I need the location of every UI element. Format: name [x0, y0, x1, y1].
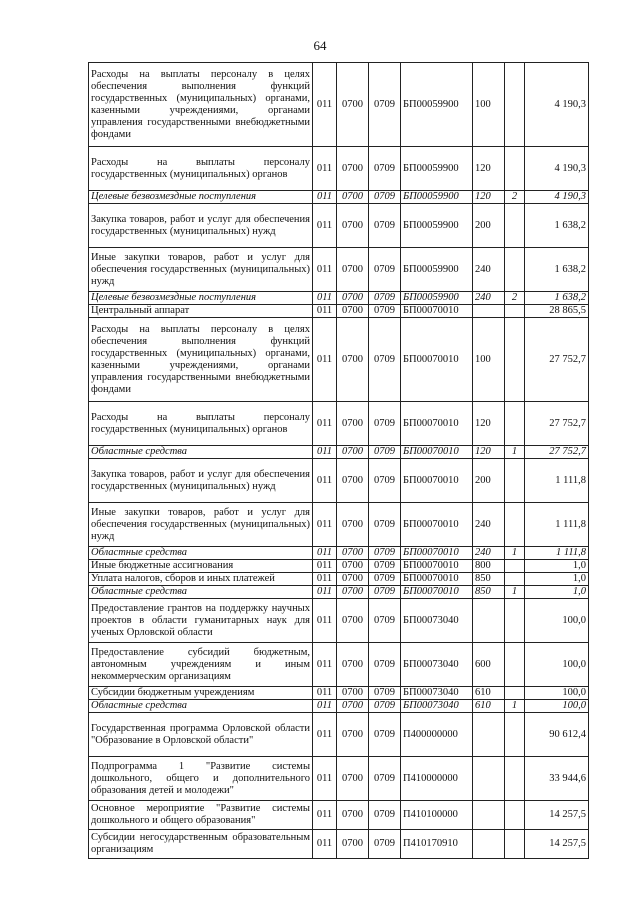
- amount-cell: 100,0: [525, 700, 589, 713]
- target-item-cell: БП00070010: [401, 573, 473, 586]
- expense-type-cell: 610: [473, 687, 505, 700]
- row-name-cell: Расходы на выплаты персоналу государственных (муниципальных) органов: [89, 402, 313, 446]
- section-cell: 0700: [337, 292, 369, 305]
- expense-type-cell: [473, 801, 505, 830]
- expense-type-cell: 120: [473, 147, 505, 191]
- subsection-cell: 0709: [369, 547, 401, 560]
- section-cell: 0700: [337, 147, 369, 191]
- subsection-cell: 0709: [369, 713, 401, 757]
- funding-source-cell: [505, 503, 525, 547]
- table-row: [89, 248, 589, 292]
- table-row: [89, 318, 589, 402]
- amount-cell: 27 752,7: [525, 446, 589, 459]
- amount-cell: 100,0: [525, 599, 589, 643]
- table-row: [89, 191, 589, 204]
- table-row: [89, 687, 589, 700]
- expense-type-cell: 200: [473, 459, 505, 503]
- target-item-cell: БП00073040: [401, 700, 473, 713]
- row-name-cell: Областные средства: [89, 446, 313, 459]
- row-name-cell: Иные закупки товаров, работ и услуг для обеспечения государственных (муниципальных) нужд: [89, 248, 313, 292]
- grbs-cell: 011: [313, 446, 337, 459]
- amount-cell: 27 752,7: [525, 402, 589, 446]
- target-item-cell: БП00073040: [401, 599, 473, 643]
- target-item-cell: П410170910: [401, 830, 473, 859]
- table-row: [89, 700, 589, 713]
- table-row: [89, 147, 589, 191]
- row-name-cell: Иные бюджетные ассигнования: [89, 560, 313, 573]
- target-item-cell: БП00073040: [401, 687, 473, 700]
- section-cell: 0700: [337, 560, 369, 573]
- amount-cell: 1 111,8: [525, 459, 589, 503]
- section-cell: 0700: [337, 305, 369, 318]
- amount-cell: 1 638,2: [525, 292, 589, 305]
- funding-source-cell: [505, 713, 525, 757]
- funding-source-cell: 1: [505, 586, 525, 599]
- subsection-cell: 0709: [369, 687, 401, 700]
- grbs-cell: 011: [313, 459, 337, 503]
- amount-cell: 1,0: [525, 573, 589, 586]
- subsection-cell: 0709: [369, 446, 401, 459]
- grbs-cell: 011: [313, 318, 337, 402]
- funding-source-cell: [505, 560, 525, 573]
- subsection-cell: 0709: [369, 63, 401, 147]
- table-row: [89, 446, 589, 459]
- funding-source-cell: [505, 402, 525, 446]
- subsection-cell: 0709: [369, 643, 401, 687]
- grbs-cell: 011: [313, 687, 337, 700]
- row-name-cell: Областные средства: [89, 586, 313, 599]
- expense-type-cell: 120: [473, 446, 505, 459]
- target-item-cell: БП00070010: [401, 446, 473, 459]
- table-row: [89, 503, 589, 547]
- grbs-cell: 011: [313, 503, 337, 547]
- row-name-cell: Областные средства: [89, 547, 313, 560]
- expense-type-cell: 800: [473, 560, 505, 573]
- subsection-cell: 0709: [369, 248, 401, 292]
- amount-cell: 27 752,7: [525, 318, 589, 402]
- table-row: [89, 801, 589, 830]
- expense-type-cell: 240: [473, 503, 505, 547]
- amount-cell: 100,0: [525, 643, 589, 687]
- grbs-cell: 011: [313, 248, 337, 292]
- grbs-cell: 011: [313, 305, 337, 318]
- budget-table: [88, 62, 589, 859]
- row-name-cell: Предоставление субсидий бюджетным, автономным учреждениям и иным некоммерческим организациям: [89, 643, 313, 687]
- table-row: [89, 573, 589, 586]
- grbs-cell: 011: [313, 757, 337, 801]
- row-name-cell: Целевые безвозмездные поступления: [89, 292, 313, 305]
- subsection-cell: 0709: [369, 586, 401, 599]
- grbs-cell: 011: [313, 560, 337, 573]
- target-item-cell: БП00059900: [401, 147, 473, 191]
- expense-type-cell: 240: [473, 547, 505, 560]
- expense-type-cell: 100: [473, 318, 505, 402]
- funding-source-cell: [505, 248, 525, 292]
- expense-type-cell: [473, 599, 505, 643]
- expense-type-cell: 120: [473, 402, 505, 446]
- section-cell: 0700: [337, 402, 369, 446]
- subsection-cell: 0709: [369, 573, 401, 586]
- target-item-cell: БП00059900: [401, 191, 473, 204]
- table-row: [89, 292, 589, 305]
- expense-type-cell: 240: [473, 292, 505, 305]
- amount-cell: 1,0: [525, 560, 589, 573]
- table-row: [89, 560, 589, 573]
- table-row: [89, 599, 589, 643]
- target-item-cell: БП00059900: [401, 248, 473, 292]
- target-item-cell: БП00059900: [401, 63, 473, 147]
- row-name-cell: Подпрограмма 1 "Развитие системы дошкольного, общего и дополнительного образования детей и молодежи": [89, 757, 313, 801]
- subsection-cell: 0709: [369, 459, 401, 503]
- target-item-cell: БП00059900: [401, 204, 473, 248]
- amount-cell: 1,0: [525, 586, 589, 599]
- subsection-cell: 0709: [369, 305, 401, 318]
- funding-source-cell: [505, 63, 525, 147]
- target-item-cell: БП00070010: [401, 560, 473, 573]
- section-cell: 0700: [337, 248, 369, 292]
- section-cell: 0700: [337, 573, 369, 586]
- section-cell: 0700: [337, 191, 369, 204]
- funding-source-cell: [505, 830, 525, 859]
- target-item-cell: БП00070010: [401, 547, 473, 560]
- table-body: [89, 63, 589, 859]
- expense-type-cell: 610: [473, 700, 505, 713]
- table-row: [89, 643, 589, 687]
- funding-source-cell: [505, 305, 525, 318]
- target-item-cell: П400000000: [401, 713, 473, 757]
- row-name-cell: Расходы на выплаты персоналу в целях обеспечения выполнения функций государственных (муниципальных) органами, казенными учреждениями, органами управления государственными внебюджетными фондами: [89, 63, 313, 147]
- row-name-cell: Закупка товаров, работ и услуг для обеспечения государственных (муниципальных) нужд: [89, 204, 313, 248]
- grbs-cell: 011: [313, 713, 337, 757]
- target-item-cell: БП00070010: [401, 586, 473, 599]
- subsection-cell: 0709: [369, 191, 401, 204]
- grbs-cell: 011: [313, 801, 337, 830]
- section-cell: 0700: [337, 713, 369, 757]
- target-item-cell: БП00070010: [401, 459, 473, 503]
- subsection-cell: 0709: [369, 318, 401, 402]
- table-row: [89, 204, 589, 248]
- subsection-cell: 0709: [369, 503, 401, 547]
- amount-cell: 14 257,5: [525, 830, 589, 859]
- grbs-cell: 011: [313, 292, 337, 305]
- funding-source-cell: [505, 757, 525, 801]
- funding-source-cell: [505, 801, 525, 830]
- amount-cell: 1 638,2: [525, 204, 589, 248]
- expense-type-cell: 240: [473, 248, 505, 292]
- section-cell: 0700: [337, 503, 369, 547]
- section-cell: 0700: [337, 204, 369, 248]
- subsection-cell: 0709: [369, 560, 401, 573]
- table-row: [89, 586, 589, 599]
- row-name-cell: Закупка товаров, работ и услуг для обеспечения государственных (муниципальных) нужд: [89, 459, 313, 503]
- funding-source-cell: [505, 147, 525, 191]
- funding-source-cell: [505, 573, 525, 586]
- section-cell: 0700: [337, 547, 369, 560]
- page-number: 64: [313, 38, 327, 53]
- grbs-cell: 011: [313, 147, 337, 191]
- funding-source-cell: [505, 459, 525, 503]
- row-name-cell: Центральный аппарат: [89, 305, 313, 318]
- grbs-cell: 011: [313, 599, 337, 643]
- section-cell: 0700: [337, 599, 369, 643]
- subsection-cell: 0709: [369, 402, 401, 446]
- section-cell: 0700: [337, 757, 369, 801]
- row-name-cell: Целевые безвозмездные поступления: [89, 191, 313, 204]
- subsection-cell: 0709: [369, 599, 401, 643]
- funding-source-cell: [505, 204, 525, 248]
- target-item-cell: БП00059900: [401, 292, 473, 305]
- funding-source-cell: 2: [505, 191, 525, 204]
- grbs-cell: 011: [313, 547, 337, 560]
- table-row: [89, 305, 589, 318]
- expense-type-cell: 200: [473, 204, 505, 248]
- expense-type-cell: [473, 757, 505, 801]
- table-row: [89, 757, 589, 801]
- subsection-cell: 0709: [369, 204, 401, 248]
- grbs-cell: 011: [313, 643, 337, 687]
- section-cell: 0700: [337, 700, 369, 713]
- funding-source-cell: 2: [505, 292, 525, 305]
- amount-cell: 28 865,5: [525, 305, 589, 318]
- section-cell: 0700: [337, 459, 369, 503]
- amount-cell: 33 944,6: [525, 757, 589, 801]
- amount-cell: 4 190,3: [525, 147, 589, 191]
- target-item-cell: П410000000: [401, 757, 473, 801]
- target-item-cell: БП00070010: [401, 318, 473, 402]
- row-name-cell: Субсидии бюджетным учреждениям: [89, 687, 313, 700]
- row-name-cell: Предоставление грантов на поддержку научных проектов в области гуманитарных наук для ученых Орловской области: [89, 599, 313, 643]
- amount-cell: 90 612,4: [525, 713, 589, 757]
- funding-source-cell: [505, 643, 525, 687]
- grbs-cell: 011: [313, 402, 337, 446]
- table-row: [89, 713, 589, 757]
- grbs-cell: 011: [313, 586, 337, 599]
- section-cell: 0700: [337, 830, 369, 859]
- amount-cell: 4 190,3: [525, 63, 589, 147]
- amount-cell: 100,0: [525, 687, 589, 700]
- subsection-cell: 0709: [369, 757, 401, 801]
- section-cell: 0700: [337, 318, 369, 402]
- table-row: [89, 459, 589, 503]
- row-name-cell: Уплата налогов, сборов и иных платежей: [89, 573, 313, 586]
- target-item-cell: БП00070010: [401, 305, 473, 318]
- row-name-cell: Субсидии негосударственным образовательным организациям: [89, 830, 313, 859]
- section-cell: 0700: [337, 687, 369, 700]
- subsection-cell: 0709: [369, 292, 401, 305]
- amount-cell: 14 257,5: [525, 801, 589, 830]
- subsection-cell: 0709: [369, 830, 401, 859]
- table-row: [89, 402, 589, 446]
- table-row: [89, 63, 589, 147]
- row-name-cell: Расходы на выплаты персоналу государственных (муниципальных) органов: [89, 147, 313, 191]
- table-row: [89, 830, 589, 859]
- row-name-cell: Расходы на выплаты персоналу в целях обеспечения выполнения функций государственных (муниципальных) органами, казенными учреждениями, органами управления государственными внебюджетными фондами: [89, 318, 313, 402]
- expense-type-cell: [473, 305, 505, 318]
- funding-source-cell: 1: [505, 700, 525, 713]
- section-cell: 0700: [337, 643, 369, 687]
- expense-type-cell: [473, 713, 505, 757]
- grbs-cell: 011: [313, 204, 337, 248]
- funding-source-cell: 1: [505, 547, 525, 560]
- row-name-cell: Государственная программа Орловской области "Образование в Орловской области": [89, 713, 313, 757]
- amount-cell: 4 190,3: [525, 191, 589, 204]
- expense-type-cell: 850: [473, 573, 505, 586]
- grbs-cell: 011: [313, 700, 337, 713]
- target-item-cell: П410100000: [401, 801, 473, 830]
- funding-source-cell: [505, 687, 525, 700]
- section-cell: 0700: [337, 801, 369, 830]
- row-name-cell: Иные закупки товаров, работ и услуг для обеспечения государственных (муниципальных) нужд: [89, 503, 313, 547]
- target-item-cell: БП00073040: [401, 643, 473, 687]
- section-cell: 0700: [337, 63, 369, 147]
- target-item-cell: БП00070010: [401, 503, 473, 547]
- grbs-cell: 011: [313, 830, 337, 859]
- subsection-cell: 0709: [369, 801, 401, 830]
- section-cell: 0700: [337, 586, 369, 599]
- section-cell: 0700: [337, 446, 369, 459]
- funding-source-cell: [505, 318, 525, 402]
- expense-type-cell: 850: [473, 586, 505, 599]
- amount-cell: 1 111,8: [525, 547, 589, 560]
- funding-source-cell: [505, 599, 525, 643]
- funding-source-cell: 1: [505, 446, 525, 459]
- expense-type-cell: [473, 830, 505, 859]
- amount-cell: 1 111,8: [525, 503, 589, 547]
- expense-type-cell: 600: [473, 643, 505, 687]
- grbs-cell: 011: [313, 63, 337, 147]
- amount-cell: 1 638,2: [525, 248, 589, 292]
- row-name-cell: Основное мероприятие "Развитие системы дошкольного и общего образования": [89, 801, 313, 830]
- grbs-cell: 011: [313, 573, 337, 586]
- grbs-cell: 011: [313, 191, 337, 204]
- target-item-cell: БП00070010: [401, 402, 473, 446]
- expense-type-cell: 120: [473, 191, 505, 204]
- row-name-cell: Областные средства: [89, 700, 313, 713]
- subsection-cell: 0709: [369, 700, 401, 713]
- expense-type-cell: 100: [473, 63, 505, 147]
- subsection-cell: 0709: [369, 147, 401, 191]
- table-row: [89, 547, 589, 560]
